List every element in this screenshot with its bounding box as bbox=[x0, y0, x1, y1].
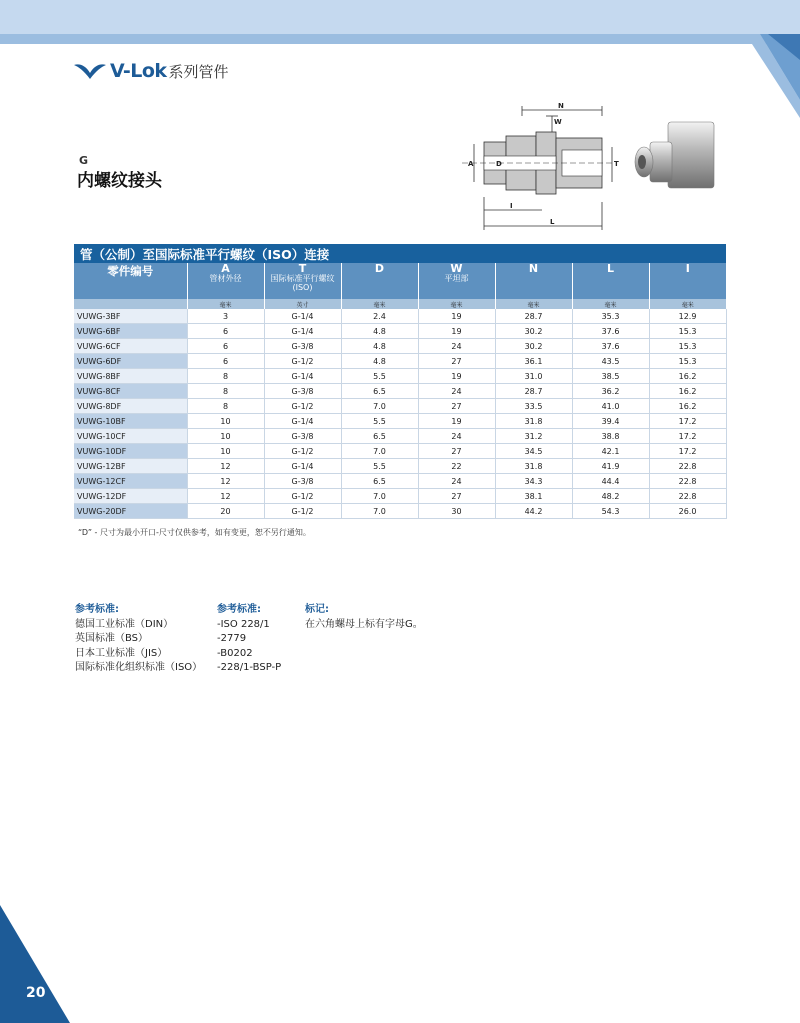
value-cell: 6 bbox=[187, 339, 264, 354]
value-cell: 7.0 bbox=[341, 504, 418, 519]
reference-item: 英国标准（BS） bbox=[75, 633, 149, 644]
value-cell: 6 bbox=[187, 354, 264, 369]
column-header bbox=[341, 263, 418, 299]
value-cell: 31.2 bbox=[495, 429, 572, 444]
value-cell: G-1/4 bbox=[264, 309, 341, 324]
table-row bbox=[74, 504, 726, 519]
value-cell: 4.8 bbox=[341, 354, 418, 369]
value-cell: 36.1 bbox=[495, 354, 572, 369]
column-header bbox=[264, 263, 341, 299]
value-cell: 24 bbox=[418, 384, 495, 399]
table-header-row bbox=[74, 263, 726, 299]
brand-logo bbox=[74, 60, 229, 82]
page-corner-badge bbox=[0, 905, 80, 1023]
value-cell: 33.5 bbox=[495, 399, 572, 414]
column-letter: I bbox=[685, 262, 690, 275]
unit-cell: 毫米 bbox=[418, 299, 495, 309]
column-letter: A bbox=[221, 262, 230, 275]
unit-cell: 毫米 bbox=[187, 299, 264, 309]
part-number-cell: VUWG-12BF bbox=[74, 459, 187, 474]
part-number-cell: VUWG-10BF bbox=[74, 414, 187, 429]
table-note: “D” - 尺寸为最小开口-尺寸仅供参考，如有变更，恕不另行通知。 bbox=[78, 528, 311, 537]
value-cell: 31.0 bbox=[495, 369, 572, 384]
part-number-cell: VUWG-6BF bbox=[74, 324, 187, 339]
column-letter: L bbox=[606, 262, 614, 275]
marking-heading: 标记: bbox=[305, 604, 329, 615]
reference-item: 在六角螺母上标有字母G。 bbox=[305, 618, 423, 630]
product-photo bbox=[632, 118, 722, 200]
table-row bbox=[74, 444, 726, 459]
value-cell: 30.2 bbox=[495, 339, 572, 354]
value-cell: 15.3 bbox=[649, 324, 726, 339]
value-cell: 5.5 bbox=[341, 414, 418, 429]
value-cell: 39.4 bbox=[572, 414, 649, 429]
column-subtitle: 平坦部 bbox=[444, 274, 469, 283]
value-cell: 2.4 bbox=[341, 309, 418, 324]
value-cell: 8 bbox=[187, 369, 264, 384]
value-cell: 22.8 bbox=[649, 489, 726, 504]
value-cell: 7.0 bbox=[341, 489, 418, 504]
value-cell: 20 bbox=[187, 504, 264, 519]
value-cell: 43.5 bbox=[572, 354, 649, 369]
value-cell: 44.2 bbox=[495, 504, 572, 519]
value-cell: 19 bbox=[418, 309, 495, 324]
value-cell: 27 bbox=[418, 444, 495, 459]
reference-item: 国际标准化组织标准（ISO） bbox=[75, 662, 203, 673]
value-cell: 26.0 bbox=[649, 504, 726, 519]
value-cell: 5.5 bbox=[341, 459, 418, 474]
part-number-cell: VUWG-10DF bbox=[74, 444, 187, 459]
dimension-table bbox=[74, 244, 727, 519]
column-header bbox=[187, 263, 264, 299]
value-cell: 15.3 bbox=[649, 354, 726, 369]
value-cell: 22 bbox=[418, 459, 495, 474]
value-cell: 30.2 bbox=[495, 324, 572, 339]
marking-column bbox=[305, 603, 423, 632]
part-number-cell: VUWG-3BF bbox=[74, 309, 187, 324]
table-row bbox=[74, 459, 726, 474]
value-cell: 31.8 bbox=[495, 414, 572, 429]
value-cell: 12 bbox=[187, 459, 264, 474]
column-subtitle: 管材外径 bbox=[209, 274, 242, 283]
dim-label-l: L bbox=[550, 218, 555, 226]
unit-cell bbox=[74, 299, 187, 309]
table-row bbox=[74, 489, 726, 504]
value-cell: 38.8 bbox=[572, 429, 649, 444]
value-cell: 5.5 bbox=[341, 369, 418, 384]
value-cell: 37.6 bbox=[572, 324, 649, 339]
value-cell: G-3/8 bbox=[264, 474, 341, 489]
value-cell: 48.2 bbox=[572, 489, 649, 504]
value-cell: 22.8 bbox=[649, 474, 726, 489]
value-cell: 6.5 bbox=[341, 474, 418, 489]
value-cell: 6.5 bbox=[341, 429, 418, 444]
page-number: 20 bbox=[26, 985, 46, 1001]
value-cell: 27 bbox=[418, 489, 495, 504]
unit-cell: 毫米 bbox=[495, 299, 572, 309]
value-cell: G-1/4 bbox=[264, 369, 341, 384]
value-cell: 6.5 bbox=[341, 384, 418, 399]
value-cell: 16.2 bbox=[649, 384, 726, 399]
unit-cell: 毫米 bbox=[572, 299, 649, 309]
unit-cell: 英寸 bbox=[264, 299, 341, 309]
table-row bbox=[74, 414, 726, 429]
value-cell: 7.0 bbox=[341, 444, 418, 459]
reference-heading-1: 参考标准: bbox=[75, 604, 119, 615]
part-number-cell: VUWG-12CF bbox=[74, 474, 187, 489]
value-cell: 22.8 bbox=[649, 459, 726, 474]
value-cell: 34.3 bbox=[495, 474, 572, 489]
value-cell: 8 bbox=[187, 399, 264, 414]
brand-series: 系列管件 bbox=[168, 62, 229, 81]
value-cell: 4.8 bbox=[341, 324, 418, 339]
dim-label-i: I bbox=[510, 202, 513, 210]
value-cell: 12 bbox=[187, 489, 264, 504]
column-header: 零件编号 bbox=[74, 263, 187, 299]
part-number-cell: VUWG-10CF bbox=[74, 429, 187, 444]
column-header bbox=[649, 263, 726, 299]
column-subtitle: 国际标准平行螺纹 (ISO) bbox=[270, 274, 335, 292]
value-cell: 27 bbox=[418, 399, 495, 414]
part-number-cell: VUWG-12DF bbox=[74, 489, 187, 504]
value-cell: 31.8 bbox=[495, 459, 572, 474]
part-number-cell: VUWG-6CF bbox=[74, 339, 187, 354]
table-unit-row bbox=[74, 299, 726, 309]
value-cell: 54.3 bbox=[572, 504, 649, 519]
column-letter: T bbox=[298, 262, 307, 275]
reference-codes-column bbox=[217, 603, 281, 676]
reference-list-1 bbox=[75, 618, 202, 676]
part-number-cell: VUWG-20DF bbox=[74, 504, 187, 519]
value-cell: 41.0 bbox=[572, 399, 649, 414]
unit-cell: 毫米 bbox=[649, 299, 726, 309]
reference-item: 德国工业标准（DIN） bbox=[75, 618, 174, 630]
marking-list bbox=[305, 618, 423, 633]
value-cell: 35.3 bbox=[572, 309, 649, 324]
table-row bbox=[74, 474, 726, 489]
value-cell: 15.3 bbox=[649, 339, 726, 354]
value-cell: 10 bbox=[187, 429, 264, 444]
value-cell: 24 bbox=[418, 474, 495, 489]
dim-label-n: N bbox=[558, 102, 564, 110]
value-cell: 36.2 bbox=[572, 384, 649, 399]
value-cell: 41.9 bbox=[572, 459, 649, 474]
value-cell: 30 bbox=[418, 504, 495, 519]
dim-label-a: A bbox=[468, 160, 474, 168]
table-row bbox=[74, 429, 726, 444]
value-cell: G-1/2 bbox=[264, 489, 341, 504]
part-number-cell: VUWG-8BF bbox=[74, 369, 187, 384]
value-cell: G-1/2 bbox=[264, 354, 341, 369]
value-cell: 12 bbox=[187, 474, 264, 489]
value-cell: 17.2 bbox=[649, 444, 726, 459]
value-cell: 19 bbox=[418, 414, 495, 429]
value-cell: 24 bbox=[418, 339, 495, 354]
value-cell: 19 bbox=[418, 324, 495, 339]
value-cell: 34.5 bbox=[495, 444, 572, 459]
reference-item: -B0202 bbox=[217, 647, 253, 659]
value-cell: 24 bbox=[418, 429, 495, 444]
reference-list-2 bbox=[217, 618, 281, 676]
wing-logo-icon bbox=[74, 63, 106, 79]
table-caption: 管（公制）至国际标准平行螺纹（ISO）连接 bbox=[74, 244, 726, 263]
value-cell: 42.1 bbox=[572, 444, 649, 459]
value-cell: 17.2 bbox=[649, 429, 726, 444]
table-row bbox=[74, 324, 726, 339]
value-cell: 27 bbox=[418, 354, 495, 369]
value-cell: 10 bbox=[187, 414, 264, 429]
value-cell: 17.2 bbox=[649, 414, 726, 429]
value-cell: G-3/8 bbox=[264, 339, 341, 354]
table-row bbox=[74, 354, 726, 369]
value-cell: 4.8 bbox=[341, 339, 418, 354]
value-cell: 38.1 bbox=[495, 489, 572, 504]
reference-heading-2: 参考标准: bbox=[217, 604, 261, 615]
table-row bbox=[74, 384, 726, 399]
dim-label-w: W bbox=[554, 118, 562, 126]
value-cell: G-1/4 bbox=[264, 414, 341, 429]
reference-item: -2779 bbox=[217, 633, 247, 644]
column-letter: N bbox=[528, 262, 539, 275]
part-number-cell: VUWG-8CF bbox=[74, 384, 187, 399]
reference-item: -228/1-BSP-P bbox=[217, 662, 282, 673]
value-cell: 10 bbox=[187, 444, 264, 459]
value-cell: 28.7 bbox=[495, 384, 572, 399]
column-header bbox=[495, 263, 572, 299]
value-cell: G-1/2 bbox=[264, 399, 341, 414]
value-cell: 19 bbox=[418, 369, 495, 384]
column-header bbox=[418, 263, 495, 299]
part-number-cell: VUWG-8DF bbox=[74, 399, 187, 414]
value-cell: 44.4 bbox=[572, 474, 649, 489]
reference-item: -ISO 228/1 bbox=[217, 618, 270, 630]
product-title: 内螺纹接头 bbox=[77, 171, 162, 191]
unit-cell: 毫米 bbox=[341, 299, 418, 309]
dim-label-t: T bbox=[614, 160, 619, 168]
value-cell: 3 bbox=[187, 309, 264, 324]
brand-name: V-Lok bbox=[110, 60, 167, 82]
part-number-cell: VUWG-6DF bbox=[74, 354, 187, 369]
value-cell: 16.2 bbox=[649, 399, 726, 414]
value-cell: G-3/8 bbox=[264, 429, 341, 444]
value-cell: 37.6 bbox=[572, 339, 649, 354]
table-row bbox=[74, 399, 726, 414]
dim-label-d: D bbox=[496, 160, 502, 168]
value-cell: G-3/8 bbox=[264, 384, 341, 399]
value-cell: G-1/4 bbox=[264, 459, 341, 474]
table-row bbox=[74, 369, 726, 384]
value-cell: 38.5 bbox=[572, 369, 649, 384]
value-cell: 12.9 bbox=[649, 309, 726, 324]
product-code: G bbox=[79, 154, 89, 167]
table-row bbox=[74, 309, 726, 324]
cross-section-drawing bbox=[462, 102, 630, 232]
reference-item: 日本工业标准（JIS） bbox=[75, 647, 168, 659]
table-row bbox=[74, 339, 726, 354]
column-letter: D bbox=[374, 262, 385, 275]
value-cell: G-1/2 bbox=[264, 444, 341, 459]
value-cell: 8 bbox=[187, 384, 264, 399]
value-cell: 16.2 bbox=[649, 369, 726, 384]
value-cell: 28.7 bbox=[495, 309, 572, 324]
column-header bbox=[572, 263, 649, 299]
value-cell: G-1/4 bbox=[264, 324, 341, 339]
reference-standards-column bbox=[75, 603, 202, 676]
value-cell: G-1/2 bbox=[264, 504, 341, 519]
value-cell: 6 bbox=[187, 324, 264, 339]
value-cell: 7.0 bbox=[341, 399, 418, 414]
column-letter: W bbox=[450, 262, 463, 275]
